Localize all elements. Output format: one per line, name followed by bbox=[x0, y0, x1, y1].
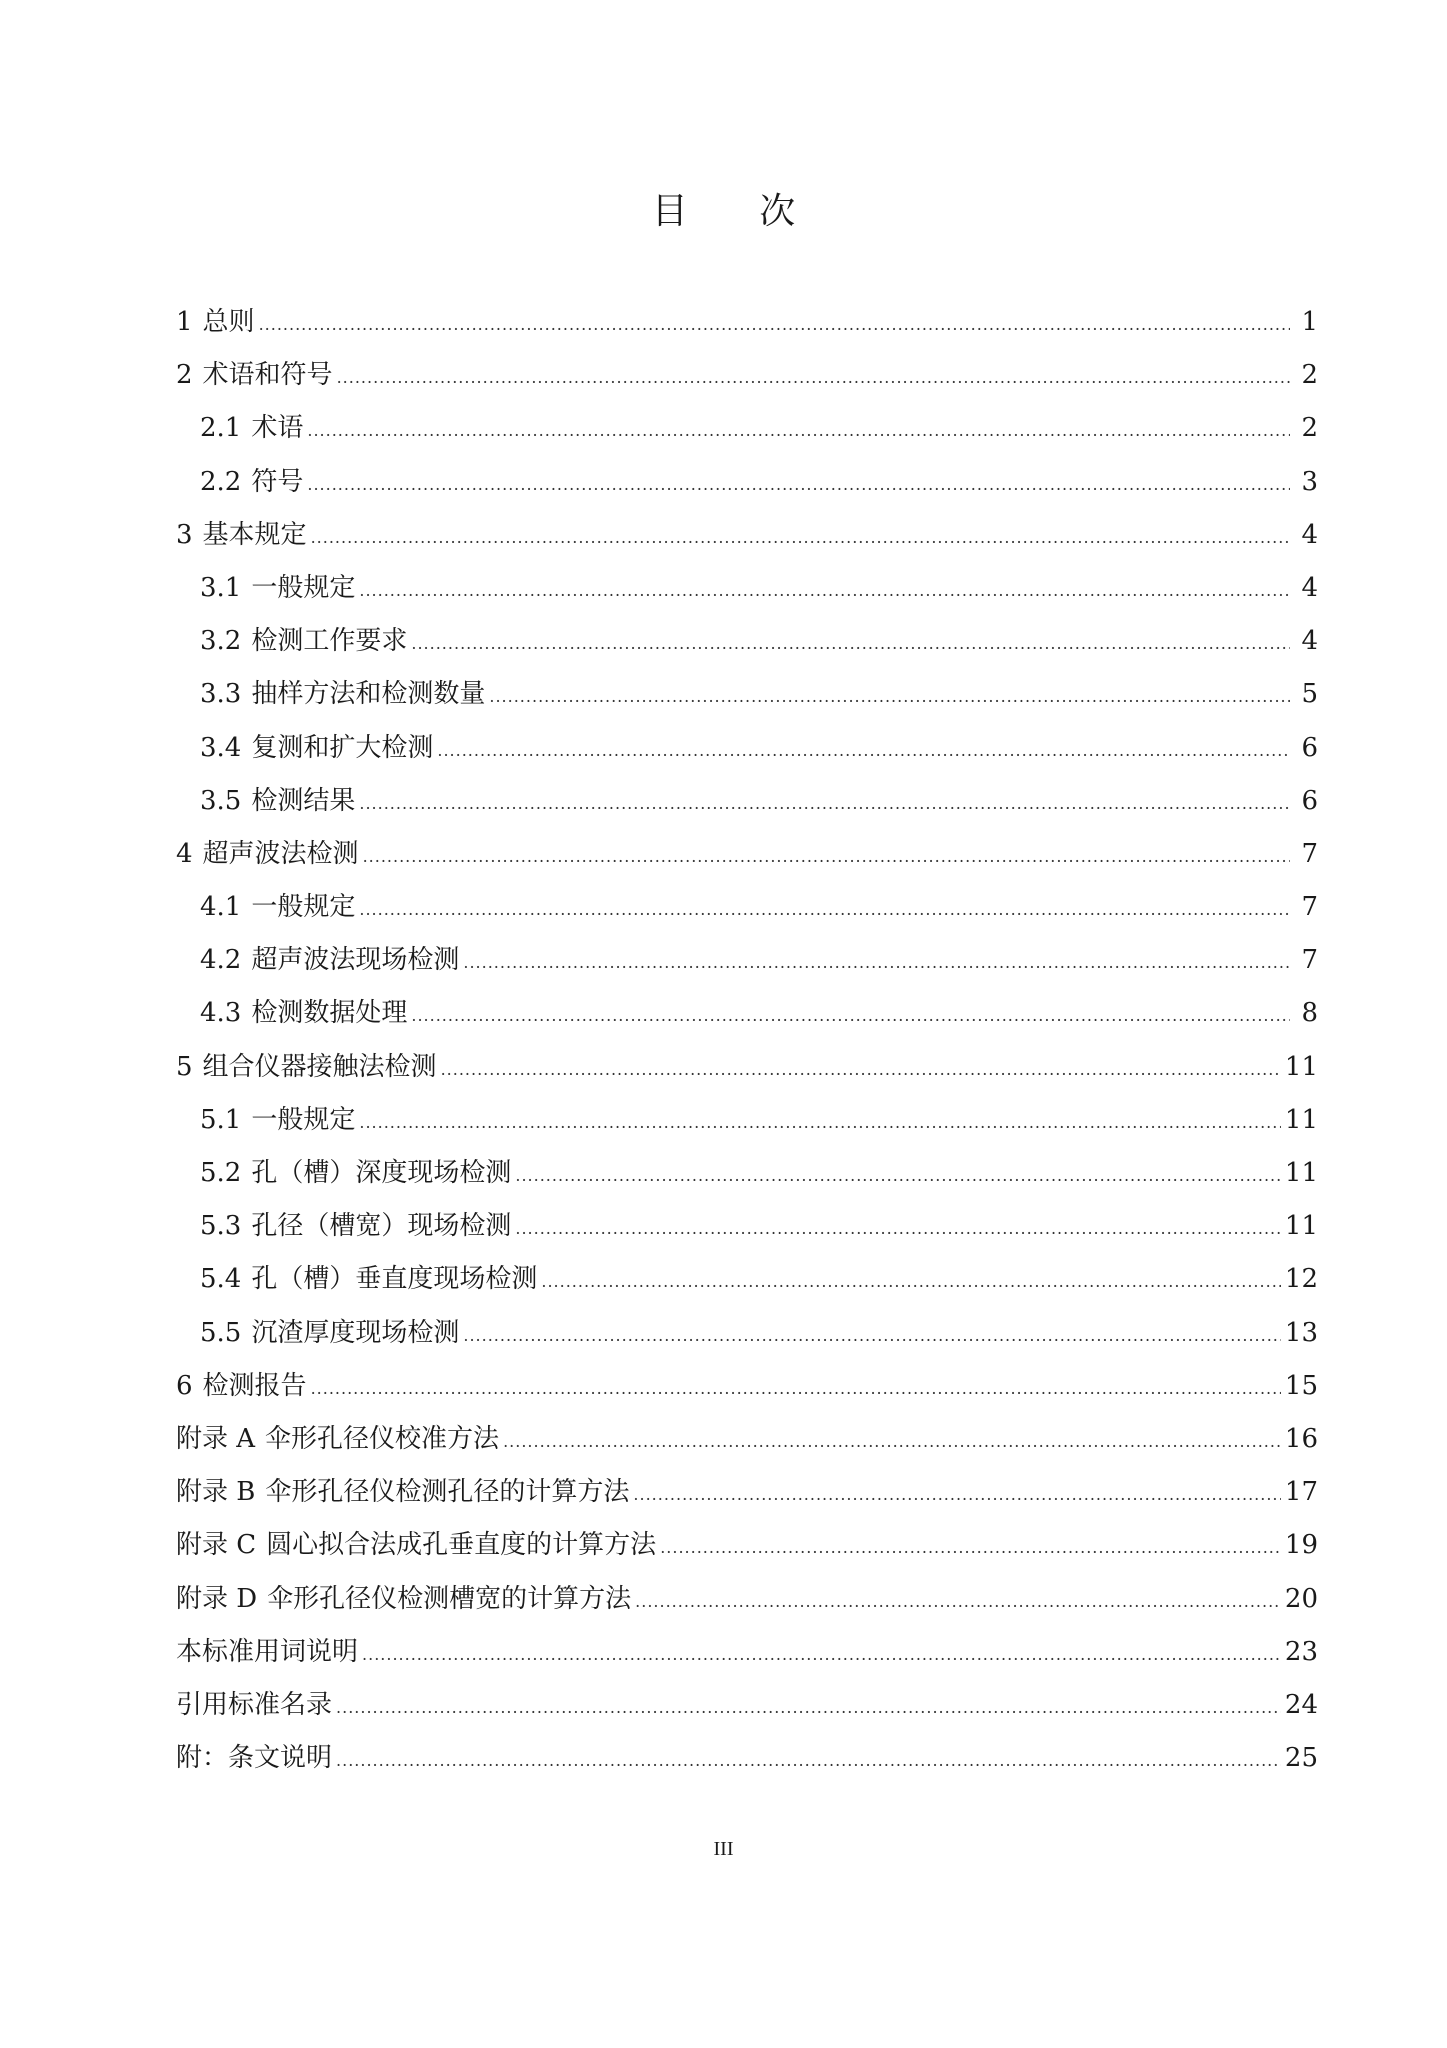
toc-entry-title: 基本规定 bbox=[202, 519, 307, 550]
toc-entry-title: 沉渣厚度现场检测 bbox=[251, 1317, 460, 1348]
toc-dot-leader bbox=[311, 518, 1290, 558]
toc-entry-page: 11 bbox=[1284, 1051, 1318, 1082]
toc-entry[interactable] bbox=[176, 781, 1318, 834]
toc-entry-page: 23 bbox=[1284, 1636, 1318, 1667]
toc-entry-title: 孔（槽）垂直度现场检测 bbox=[251, 1264, 538, 1295]
toc-entry-title: 检测数据处理 bbox=[251, 998, 408, 1029]
toc-entry-page: 19 bbox=[1284, 1530, 1318, 1561]
toc-entry[interactable] bbox=[176, 355, 1318, 408]
toc-entry[interactable] bbox=[176, 408, 1318, 461]
toc-dot-leader bbox=[515, 1209, 1281, 1249]
toc-entry-title: 伞形孔径仪检测孔径的计算方法 bbox=[265, 1477, 630, 1508]
toc-entry-number: 附录 A bbox=[176, 1423, 256, 1454]
toc-dot-leader bbox=[635, 1582, 1281, 1622]
toc-entry[interactable] bbox=[176, 1206, 1318, 1259]
toc-dot-leader bbox=[359, 890, 1290, 930]
toc-entry-title: 孔（槽）深度现场检测 bbox=[251, 1158, 512, 1188]
toc-entry-number: 5 bbox=[176, 1051, 193, 1082]
toc-entry-page: 11 bbox=[1284, 1211, 1318, 1242]
toc-entry-title: 一般规定 bbox=[251, 572, 356, 603]
toc-entry[interactable] bbox=[176, 940, 1318, 993]
toc-entry[interactable] bbox=[176, 1100, 1318, 1153]
toc-entry-number: 3.1 bbox=[200, 572, 242, 603]
toc-dot-leader bbox=[463, 943, 1290, 983]
toc-dot-leader bbox=[337, 358, 1290, 398]
toc-dot-leader bbox=[311, 1369, 1281, 1409]
toc-entry-number: 4 bbox=[176, 838, 193, 869]
toc-entry-page: 8 bbox=[1301, 998, 1318, 1029]
toc-dot-leader bbox=[259, 305, 1290, 345]
toc-entry[interactable] bbox=[176, 887, 1318, 940]
toc-entry-page: 11 bbox=[1284, 1158, 1318, 1188]
toc-entry-number: 附录 C bbox=[176, 1530, 257, 1561]
toc-entry-title: 伞形孔径仪校准方法 bbox=[265, 1423, 500, 1454]
toc-entry-title: 超声波法现场检测 bbox=[251, 945, 460, 976]
toc-entry-page: 11 bbox=[1284, 1104, 1318, 1135]
toc-entry-title: 符号 bbox=[251, 466, 304, 497]
toc-entry-page: 4 bbox=[1301, 626, 1318, 657]
toc-dot-leader bbox=[633, 1475, 1281, 1515]
page-title: 目 次 bbox=[651, 191, 826, 232]
toc-entry-number: 2.1 bbox=[200, 413, 242, 444]
toc-dot-leader bbox=[411, 996, 1290, 1036]
toc-dot-leader bbox=[463, 1316, 1281, 1356]
toc-entry[interactable] bbox=[176, 621, 1318, 674]
toc-entry-title: 术语 bbox=[251, 413, 304, 444]
toc-entry-page: 5 bbox=[1301, 679, 1318, 710]
toc-entry-title: 本标准用词说明 bbox=[176, 1636, 359, 1667]
toc-dot-leader bbox=[359, 1103, 1281, 1143]
toc-entry-number: 5.1 bbox=[200, 1104, 242, 1135]
toc-entry-title: 抽样方法和检测数量 bbox=[251, 679, 486, 710]
toc-entry-page: 4 bbox=[1301, 519, 1318, 550]
toc-entry-number: 5.2 bbox=[200, 1158, 242, 1188]
toc-entry[interactable] bbox=[176, 1632, 1318, 1685]
toc-entry-page: 4 bbox=[1301, 572, 1318, 603]
toc-entry-title: 检测报告 bbox=[202, 1370, 307, 1401]
toc-entry[interactable] bbox=[176, 1313, 1318, 1366]
toc-entry-number: 3 bbox=[176, 519, 193, 550]
toc-dot-leader bbox=[541, 1262, 1281, 1302]
toc-entry-number: 2 bbox=[176, 360, 193, 391]
toc-entry[interactable] bbox=[176, 1685, 1318, 1738]
toc-entry[interactable] bbox=[176, 1153, 1318, 1206]
toc-entry-page: 7 bbox=[1301, 838, 1318, 869]
toc-entry-number: 3.3 bbox=[200, 679, 242, 710]
toc-entry-title: 伞形孔径仪检测槽宽的计算方法 bbox=[267, 1583, 632, 1614]
toc-dot-leader bbox=[441, 1050, 1281, 1090]
toc-entry-title: 检测结果 bbox=[251, 785, 356, 816]
toc-dot-leader bbox=[515, 1156, 1281, 1196]
toc-dot-leader bbox=[411, 624, 1290, 664]
toc-entry-title: 检测工作要求 bbox=[251, 626, 408, 657]
toc-entry-number: 4.2 bbox=[200, 945, 242, 976]
toc-dot-leader bbox=[362, 1635, 1281, 1675]
toc-entry[interactable] bbox=[176, 1579, 1318, 1632]
toc-entry-number: 5.5 bbox=[200, 1317, 242, 1348]
toc-entry[interactable] bbox=[176, 568, 1318, 621]
toc-entry-page: 15 bbox=[1284, 1370, 1318, 1401]
toc-entry-page: 12 bbox=[1284, 1264, 1318, 1295]
toc-dot-leader bbox=[336, 1741, 1281, 1781]
toc-dot-leader bbox=[359, 784, 1290, 824]
toc-dot-leader bbox=[307, 411, 1290, 451]
toc-dot-leader bbox=[660, 1528, 1281, 1568]
toc-dot-leader bbox=[307, 465, 1290, 505]
toc-entry[interactable] bbox=[176, 1047, 1318, 1100]
toc-entry-title: 超声波法检测 bbox=[202, 838, 359, 869]
toc-dot-leader bbox=[359, 571, 1290, 611]
toc-entry-page: 13 bbox=[1284, 1317, 1318, 1348]
toc-entry-number: 4.3 bbox=[200, 998, 242, 1029]
toc-entry-title: 附：条文说明 bbox=[176, 1743, 333, 1774]
toc-entry-page: 3 bbox=[1301, 466, 1318, 497]
toc-dot-leader bbox=[503, 1422, 1281, 1462]
toc-entry-page: 25 bbox=[1284, 1743, 1318, 1774]
toc-entry-page: 17 bbox=[1284, 1477, 1318, 1508]
toc-entry[interactable] bbox=[176, 834, 1318, 887]
toc-dot-leader bbox=[363, 837, 1290, 877]
toc-entry-number: 4.1 bbox=[200, 892, 242, 923]
toc-dot-leader bbox=[437, 731, 1290, 771]
toc-entry-page: 2 bbox=[1301, 413, 1318, 444]
toc-entry-page: 2 bbox=[1301, 360, 1318, 391]
toc-entry-number: 附录 D bbox=[176, 1583, 258, 1614]
toc-entry-page: 1 bbox=[1301, 307, 1318, 337]
toc-entry-number: 5.3 bbox=[200, 1211, 242, 1242]
toc-entry-page: 6 bbox=[1301, 785, 1318, 816]
toc-entry[interactable] bbox=[176, 1366, 1318, 1419]
toc-entry-page: 6 bbox=[1301, 732, 1318, 763]
toc-entry-title: 孔径（槽宽）现场检测 bbox=[251, 1211, 512, 1242]
table-of-contents bbox=[176, 302, 1318, 1791]
toc-entry-number: 6 bbox=[176, 1370, 193, 1401]
toc-entry[interactable] bbox=[176, 1525, 1318, 1578]
toc-entry-page: 7 bbox=[1301, 892, 1318, 923]
toc-entry-title: 组合仪器接触法检测 bbox=[202, 1051, 437, 1082]
toc-entry-page: 20 bbox=[1284, 1583, 1318, 1614]
toc-entry[interactable] bbox=[176, 1259, 1318, 1312]
toc-entry[interactable] bbox=[176, 1419, 1318, 1472]
toc-dot-leader bbox=[489, 677, 1290, 717]
toc-dot-leader bbox=[336, 1688, 1281, 1728]
toc-entry-number: 3.2 bbox=[200, 626, 242, 657]
toc-entry-title: 复测和扩大检测 bbox=[251, 732, 434, 763]
toc-entry-title: 一般规定 bbox=[251, 1104, 356, 1135]
toc-entry-title: 一般规定 bbox=[251, 892, 356, 923]
toc-entry-title: 引用标准名录 bbox=[176, 1689, 333, 1720]
toc-entry[interactable] bbox=[176, 674, 1318, 727]
toc-entry[interactable] bbox=[176, 728, 1318, 781]
page-number: III bbox=[713, 1838, 734, 1860]
toc-entry-number: 1 bbox=[176, 307, 193, 337]
toc-entry-number: 3.5 bbox=[200, 785, 242, 816]
toc-entry[interactable] bbox=[176, 1738, 1318, 1791]
toc-entry-title: 术语和符号 bbox=[202, 360, 333, 391]
toc-entry-page: 7 bbox=[1301, 945, 1318, 976]
toc-entry-page: 16 bbox=[1284, 1423, 1318, 1454]
toc-entry[interactable] bbox=[176, 302, 1318, 355]
toc-entry-number: 3.4 bbox=[200, 732, 242, 763]
toc-entry-title: 总则 bbox=[202, 307, 255, 337]
toc-entry-number: 5.4 bbox=[200, 1264, 242, 1295]
toc-entry-page: 24 bbox=[1284, 1689, 1318, 1720]
toc-entry[interactable] bbox=[176, 993, 1318, 1046]
toc-entry[interactable] bbox=[176, 1472, 1318, 1525]
toc-entry-number: 附录 B bbox=[176, 1477, 256, 1508]
toc-entry-title: 圆心拟合法成孔垂直度的计算方法 bbox=[266, 1530, 657, 1561]
toc-entry-number: 2.2 bbox=[200, 466, 242, 497]
toc-entry[interactable] bbox=[176, 462, 1318, 515]
toc-entry[interactable] bbox=[176, 515, 1318, 568]
